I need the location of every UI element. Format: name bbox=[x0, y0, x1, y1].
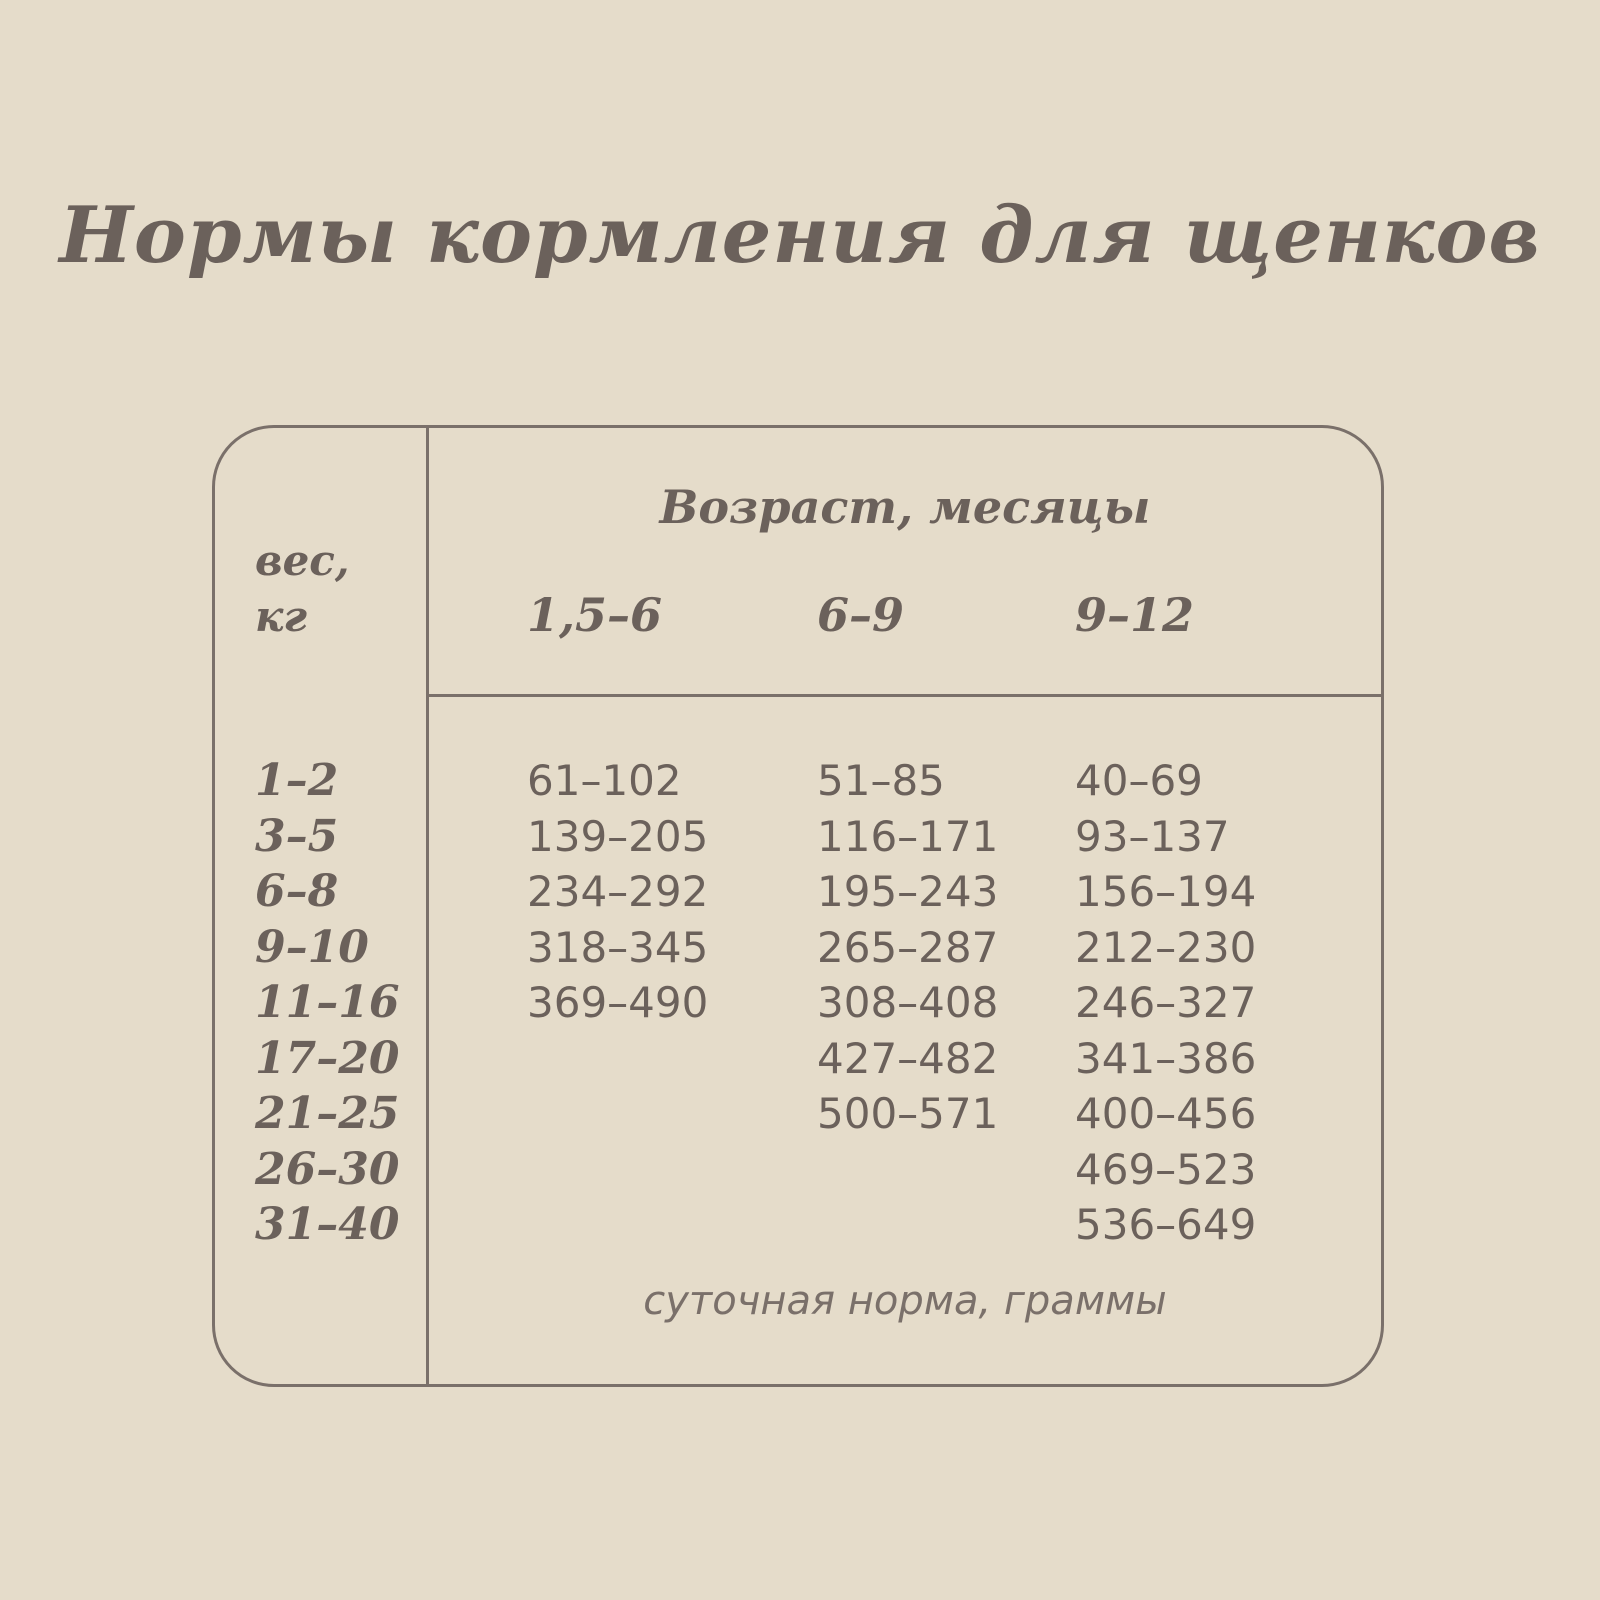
table-cell: 139–205 bbox=[527, 811, 709, 861]
header-divider bbox=[426, 694, 1381, 697]
weight-column-header bbox=[255, 533, 350, 645]
weight-row: 21–25 bbox=[255, 1088, 400, 1139]
table-cell: 265–287 bbox=[817, 922, 999, 972]
weight-row: 17–20 bbox=[255, 1032, 400, 1084]
table-cell: 156–194 bbox=[1075, 867, 1257, 916]
column-2-values bbox=[817, 753, 998, 1142]
age-header: Возраст, месяцы bbox=[659, 480, 1151, 534]
weight-list bbox=[255, 753, 399, 1253]
table-cell: 536–649 bbox=[1075, 1200, 1257, 1249]
weight-row: 31–40 bbox=[255, 1199, 400, 1250]
weight-row: 6–8 bbox=[255, 866, 339, 917]
weight-row: 9–10 bbox=[255, 921, 369, 973]
table-cell: 427–482 bbox=[817, 1033, 999, 1083]
weight-row: 3–5 bbox=[255, 810, 339, 862]
table-cell: 318–345 bbox=[527, 922, 709, 972]
table-cell: 212–230 bbox=[1075, 922, 1257, 972]
weight-header-line2: кг bbox=[255, 592, 308, 641]
table-cell: 93–137 bbox=[1075, 811, 1230, 861]
table-cell: 500–571 bbox=[817, 1089, 999, 1138]
weight-row: 11–16 bbox=[255, 977, 400, 1028]
table-cell: 234–292 bbox=[527, 867, 709, 916]
table-cell: 246–327 bbox=[1075, 978, 1257, 1027]
table-cell: 308–408 bbox=[817, 978, 999, 1027]
table-cell: 341–386 bbox=[1075, 1033, 1257, 1083]
table-cell: 400–456 bbox=[1075, 1089, 1257, 1138]
age-column-header-1: 1,5–6 bbox=[527, 588, 663, 642]
age-column-header-3: 9–12 bbox=[1075, 588, 1195, 642]
table-footnote: суточная норма, граммы bbox=[643, 1278, 1167, 1324]
column-3-values bbox=[1075, 753, 1256, 1253]
table-cell: 40–69 bbox=[1075, 756, 1203, 805]
feeding-table bbox=[212, 425, 1384, 1387]
table-cell: 195–243 bbox=[817, 867, 999, 916]
weight-column-divider bbox=[426, 428, 429, 1384]
table-cell: 469–523 bbox=[1075, 1144, 1257, 1194]
age-column-header-2: 6–9 bbox=[817, 588, 905, 642]
table-cell: 116–171 bbox=[817, 811, 999, 861]
weight-header-line1: вес, bbox=[255, 536, 350, 585]
weight-row: 26–30 bbox=[255, 1143, 400, 1195]
table-cell: 51–85 bbox=[817, 756, 945, 805]
table-cell: 61–102 bbox=[527, 756, 682, 805]
weight-row: 1–2 bbox=[255, 755, 339, 806]
page-title: Нормы кормления для щенков bbox=[59, 190, 1541, 281]
column-1-values bbox=[527, 753, 708, 1031]
table-cell: 369–490 bbox=[527, 978, 709, 1027]
